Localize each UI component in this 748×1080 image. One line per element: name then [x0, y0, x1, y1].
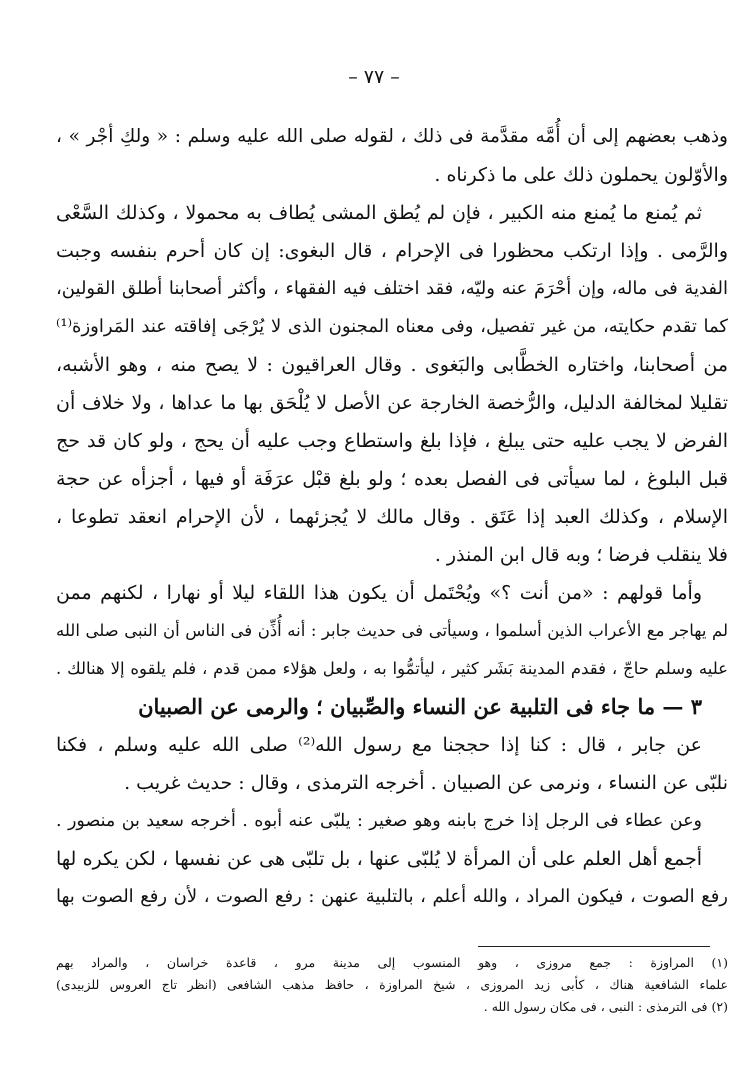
footnote-line: (١) المراوزة : جمع مروزى ، وهو المنسوب إلى مدينة مرو ، قاعدة خراسان ، والمراد بهم [56, 955, 728, 970]
text-line: قبل البلوغ ، لما سيأتى فى الفصل بعده ؛ ولو بلغ قبْل عرَفَة أو فيها ، أجزأه عن حجة [56, 468, 728, 490]
body-text [56, 118, 728, 916]
text-line: لم يهاجر مع الأعراب الذين أسلموا ، وسيأتى فى حديث جابر : أنه أُذِّن فى الناس أن النبى صلى الله [56, 621, 728, 640]
text-line: ثم يُمنع ما يُمنع منه الكبير ، فإن لم يُطق المشى يُطاف به محمولا ، وكذلك السَّعْى [56, 202, 702, 224]
text-line: الإسلام ، وكذلك العبد إذا عَتَق . وقال مالك لا يُجزئهما ، لأن الإحرام انعقد تطوعا ، [56, 506, 728, 528]
text-line: كما تقدم حكايته، من غير تفصيل، وفى معناه المجنون الذى لا يُرْجَى إفاقته عند المَراوزة⁽¹⁾ [56, 316, 728, 337]
page-number: – ٧٧ – [348, 66, 400, 88]
section-heading: ٣ — ما جاء فى التلبية عن النساء والصِّبيان ؛ والرمى عن الصبيان [138, 694, 702, 719]
footnote-line: (٢) فى الترمذى : النبى ، فى مكان رسول الله . [483, 999, 728, 1014]
text-line: والرَّمى . وإذا ارتكب محظورا فى الإحرام ، قال البغوى: إن كان أحرم بنفسه وجبت [56, 240, 728, 262]
text-line: وعن عطاء فى الرجل إذا خرج بابنه وهو صغير : يلبّى عنه أبوه . أخرجه سعيد بن منصور . [56, 811, 702, 831]
text-line: عليه وسلم حاجّ ، فقدم المدينة بَشَر كثير ، ليأتمُّوا به ، ولعل هؤلاء ممن قدم ، فلم يلقوه إلا هنالك . [56, 659, 728, 678]
text-line: فلا ينقلب فرضا ؛ وبه قال ابن المنذر . [434, 544, 728, 566]
footnotes [56, 952, 728, 1018]
footnote-divider [478, 946, 710, 947]
text-line: نلبّى عن النساء ، ونرمى عن الصبيان . أخرجه الترمذى ، وقال : حديث غريب . [124, 772, 728, 794]
text-line: رفع الصوت ، فيكون المراد ، والله أعلم ، بالتلبية عنهن : رفع الصوت ، لأن رفع الصوت بها [56, 886, 728, 907]
text-line: أجمع أهل العلم على أن المرأة لا يُلبّى عنها ، بل تلبّى هى عن نفسها ، لكن يكره لها [56, 848, 702, 870]
text-line: والأوّلون يحملون ذلك على ما ذكرناه . [434, 164, 728, 186]
text-line: وأما قولهم : «من أنت ؟» ويُحْتَمل أن يكون هذا اللقاء ليلا أو نهارا ، لكنهم ممن [56, 582, 702, 604]
text-line: وذهب بعضهم إلى أن أُمَّه مقدَّمة فى ذلك ، لقوله صلى الله عليه وسلم : « ولكِ أجْر » ، [56, 126, 728, 147]
text-line: الفرض لا يجب عليه حتى يبلغ ، فإذا بلغ واستطاع وجب عليه أن يحج ، ولو كان قد حج [56, 430, 728, 452]
text-line: تقليلا لمخالفة الدليل، والرُّخصة الخارجة عن الأصل لا يُلْحَق بها ما عداها ، ولا خلاف أن [56, 392, 728, 414]
text-line: من أصحابنا، واختاره الخطَّابى والبَغوى . وقال العراقيون : لا يصح منه ، وهو الأشبه، [56, 354, 728, 376]
footnote-line: علماء الشافعية هناك ، كأبى زيد المروزى ، شيخ المراوزة ، حافظ مذهب الشافعى (انظر تاج العروس للزبيدى) [56, 977, 728, 992]
text-line: الفدية فى ماله، وإن أحْرَمَ عنه وليّه، فقد اختلف فيه الفقهاء ، وأكثر أصحابنا أطلق القولين، [56, 278, 728, 299]
text-line: عن جابر ، قال : كنا إذا حججنا مع رسول الله⁽²⁾ صلى الله عليه وسلم ، فكنا [56, 734, 703, 756]
